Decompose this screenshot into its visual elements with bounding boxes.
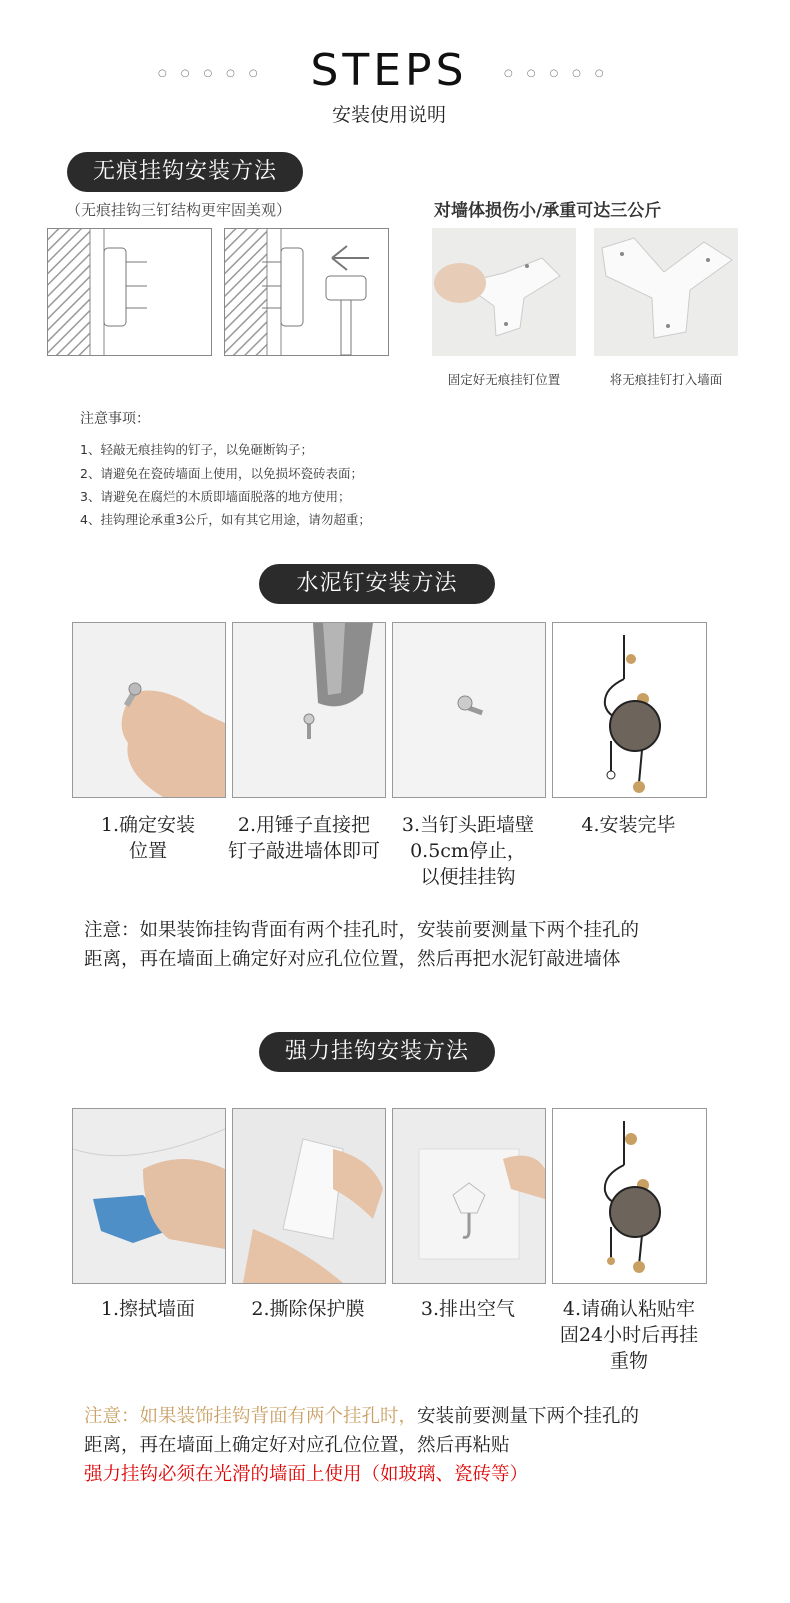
caption-line: 1.确定安装 (100, 814, 196, 836)
photo-fix-nail-position (432, 228, 576, 356)
note-rest: 安装前要测量下两个挂孔的 (417, 1406, 640, 1427)
section3-note (84, 1402, 724, 1489)
warning-line: 强力挂钩必须在光滑的墙面上使用（如玻璃、瓷砖等） (84, 1464, 529, 1485)
note-line: 距离，再在墙面上确定好对应孔位位置，然后再粘贴 (84, 1435, 510, 1456)
caption-line: 固24小时后再挂 (559, 1324, 699, 1346)
section1-description: （无痕挂钩三钉结构更牢固美观） (66, 201, 292, 219)
photo-hold-nail (72, 622, 226, 798)
note-line (84, 1402, 724, 1431)
photo-caption-1: 固定好无痕挂钉位置 (447, 372, 561, 387)
note-item: 4、挂钩理论承重3公斤，如有其它用途，请勿超重； (80, 512, 371, 527)
decor-dots-left: ○○○○○ (158, 68, 272, 79)
page-subtitle: 安装使用说明 (331, 104, 446, 126)
section-pill-adhesive-hook: 强力挂钩安装方法 (259, 1032, 495, 1072)
diagram-hammer-arrow (224, 228, 389, 356)
step-caption (232, 1296, 384, 1322)
photo-press-air-out (392, 1108, 546, 1284)
caption-line: 重物 (609, 1350, 648, 1372)
photo-installed-clock-adhesive (552, 1108, 707, 1284)
photo-peel-film (232, 1108, 386, 1284)
photo-caption-2: 将无痕挂钉打入墙面 (609, 372, 723, 387)
step-caption (218, 812, 390, 864)
step-caption (546, 1296, 712, 1374)
step-caption (388, 812, 548, 890)
notes-title: 注意事项： (80, 411, 150, 427)
caption-line: 2.撕除保护膜 (251, 1298, 365, 1320)
section1-right-title: 对墙体损伤小/承重可达三公斤 (434, 201, 662, 221)
note-item: 2、请避免在瓷砖墙面上使用，以免损坏瓷砖表面； (80, 466, 363, 481)
section2-note (84, 916, 724, 974)
photo-hammer-nail (232, 622, 386, 798)
photo-installed-clock-hook (552, 622, 707, 798)
caption-line: 1.擦拭墙面 (100, 1298, 196, 1320)
decor-dots-right: ○○○○○ (504, 68, 618, 79)
step-caption (392, 1296, 544, 1322)
diagram-hook-mounted (47, 228, 212, 356)
note-item: 3、请避免在腐烂的木质即墙面脱落的地方使用； (80, 489, 351, 504)
caption-line: 以便挂挂钩 (420, 866, 516, 888)
caption-line: 4.请确认粘贴牢 (562, 1298, 696, 1320)
caption-line: 0.5cm停止， (410, 840, 526, 862)
caption-line: 3.排出空气 (420, 1298, 516, 1320)
caption-line: 2.用锤子直接把 (237, 814, 371, 836)
step-caption (72, 812, 224, 864)
caption-line: 4.安装完毕 (581, 814, 676, 836)
caption-line: 位置 (128, 840, 167, 862)
caption-line: 钉子敲进墙体即可 (227, 840, 380, 862)
note-line: 距离，再在墙面上确定好对应孔位位置，然后再把水泥钉敲进墙体 (84, 949, 621, 970)
section-pill-cement-nail: 水泥钉安装方法 (259, 564, 495, 604)
caption-line: 3.当钉头距墙壁 (401, 814, 535, 836)
section-pill-seamless-hook: 无痕挂钩安装方法 (67, 152, 303, 192)
step-caption (552, 812, 705, 838)
note-item: 1、轻敲无痕挂钩的钉子，以免砸断钩子； (80, 442, 313, 457)
step-caption (72, 1296, 224, 1322)
photo-hammer-nail-into-wall (594, 228, 738, 356)
note-line: 注意：如果装饰挂钩背面有两个挂孔时，安装前要测量下两个挂孔的 (84, 920, 640, 941)
photo-nail-in-wall (392, 622, 546, 798)
page-title: STEPS (310, 45, 468, 96)
photo-wipe-wall (72, 1108, 226, 1284)
note-highlight: 注意：如果装饰挂钩背面有两个挂孔时， (84, 1406, 418, 1427)
